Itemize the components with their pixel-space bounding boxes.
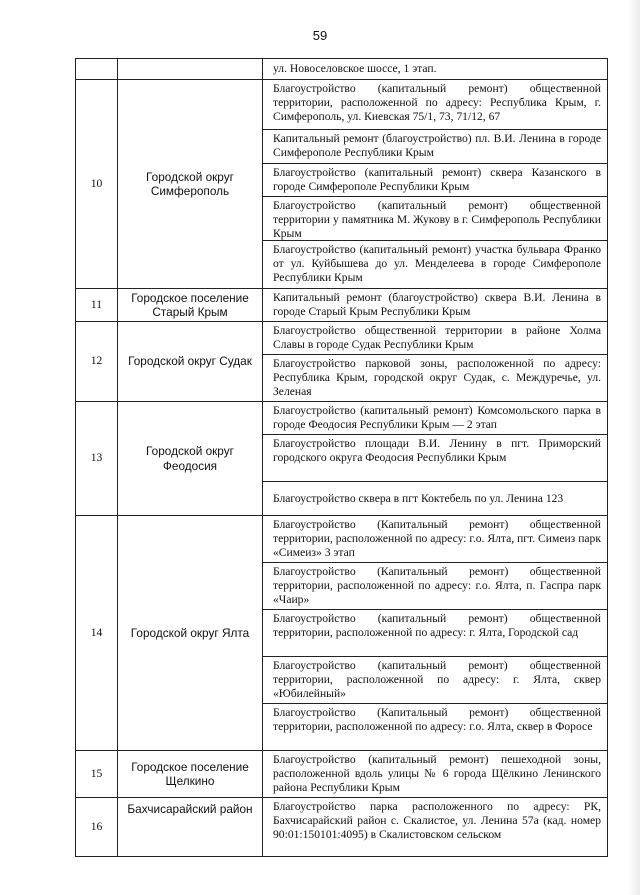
table-row — [76, 322, 608, 402]
works-cell — [263, 289, 608, 322]
table-row — [76, 80, 608, 289]
row-number — [76, 59, 118, 80]
work-item: Благоустройство (капитальный ремонт) общественной территории, расположенной по адресу: г. Ялта, сквер «Юбилейный» — [263, 656, 607, 703]
work-item: Благоустройство (капитальный ремонт) общественной территории, расположенной по адресу: Республика Крым, г. Симферополь, ул. Киевская 75/1, 73, 71/12, 67 — [273, 82, 601, 124]
work-item: Благоустройство (капитальный ремонт) сквера Казанского в городе Симферополе Республики Крым — [263, 163, 607, 196]
work-item: Благоустройство (Капитальный ремонт) общественной территории, расположенной по адресу: г.о. Ялта, сквер в Форосе — [263, 703, 607, 750]
work-item: Благоустройство парковой зоны, расположенной по адресу: Республика Крым, городской округ Судак, с. Междуречье, ул. Зеленая — [263, 354, 607, 401]
municipality-name: Городской округ Феодосия — [118, 402, 263, 516]
scan-edge-shadow — [628, 0, 640, 895]
municipality-name: Городской округ Симферополь — [118, 80, 263, 289]
row-number: 11 — [76, 289, 118, 322]
works-cell — [263, 798, 608, 857]
table-row — [76, 751, 608, 798]
municipality-name: Городское поселение Старый Крым — [118, 289, 263, 322]
table-row — [76, 289, 608, 322]
works-cell — [263, 402, 608, 516]
table-row — [76, 798, 608, 857]
works-cell — [263, 516, 608, 751]
row-number: 12 — [76, 322, 118, 402]
table-row — [76, 59, 608, 80]
works-cell — [263, 322, 608, 402]
work-item: Благоустройство (Капитальный ремонт) общественной территории, расположенной по адресу: г.о. Ялта, п. Гаспра парк «Чаир» — [263, 562, 607, 609]
row-number: 10 — [76, 80, 118, 289]
row-number: 13 — [76, 402, 118, 516]
work-item: Благоустройство площади В.И. Ленину в пгт. Приморский городского округа Феодосия Республики Крым — [263, 434, 607, 481]
page-number: 59 — [312, 28, 328, 43]
works-cell — [263, 80, 608, 289]
table-row — [76, 402, 608, 516]
municipality-name: Городской округ Судак — [118, 322, 263, 402]
work-item: Благоустройство (капитальный ремонт) общественной территории, расположенной по адресу: г. Ялта, Городской сад — [263, 609, 607, 656]
municipality-name: Городское поселение Щелкино — [118, 751, 263, 798]
work-item: Благоустройство (Капитальный ремонт) общественной территории, расположенной по адресу: г.о. Ялта, пгт. Симеиз парк «Симеиз» 3 этап — [273, 518, 601, 560]
work-item: Благоустройство парка расположенного по адресу: РК, Бахчисарайский район с. Скалистое, ул. Ленина 57а (кад. номер 90:01:150101:4095) в Скалистовском сельском — [273, 800, 601, 842]
row-number: 14 — [76, 516, 118, 751]
work-item: Благоустройство (капитальный ремонт) Комсомольского парка в городе Феодосия Республики Крым — 2 этап — [273, 404, 601, 432]
work-item: Благоустройство общественной территории в районе Холма Славы в городе Судак Республики Крым — [273, 324, 601, 352]
row-number: 16 — [76, 798, 118, 857]
works-cell — [263, 59, 608, 80]
municipality-name: Городской округ Ялта — [118, 516, 263, 751]
municipality-name: Бахчисарайский район — [118, 798, 263, 857]
work-item: Благоустройство сквера в пгт Коктебель по ул. Ленина 123 — [263, 481, 607, 515]
work-item: Благоустройство (капитальный ремонт) общественной территории у памятника М. Жукову в г. Симферополь Республики Крым — [263, 196, 607, 240]
work-item: Капитальный ремонт (благоустройство) сквера В.И. Ленина в городе Старый Крым Республики Крым — [273, 291, 601, 319]
work-item: Благоустройство (капитальный ремонт) пешеходной зоны, расположенной вдоль улицы № 6 города Щёлкино Ленинского района Республики Крым — [273, 753, 601, 795]
table-row — [76, 516, 608, 751]
row-number: 15 — [76, 751, 118, 798]
municipality-name — [118, 59, 263, 80]
program-table — [75, 58, 608, 857]
work-item: Благоустройство (капитальный ремонт) участка бульвара Франко от ул. Куйбышева до ул. Менделеева в городе Симферополе Республики Крым — [263, 240, 607, 288]
work-item: Капитальный ремонт (благоустройство) пл. В.И. Ленина в городе Симферополе Республики Крым — [263, 129, 607, 163]
work-item: ул. Новоселовское шоссе, 1 этап. — [273, 62, 437, 76]
works-cell — [263, 751, 608, 798]
